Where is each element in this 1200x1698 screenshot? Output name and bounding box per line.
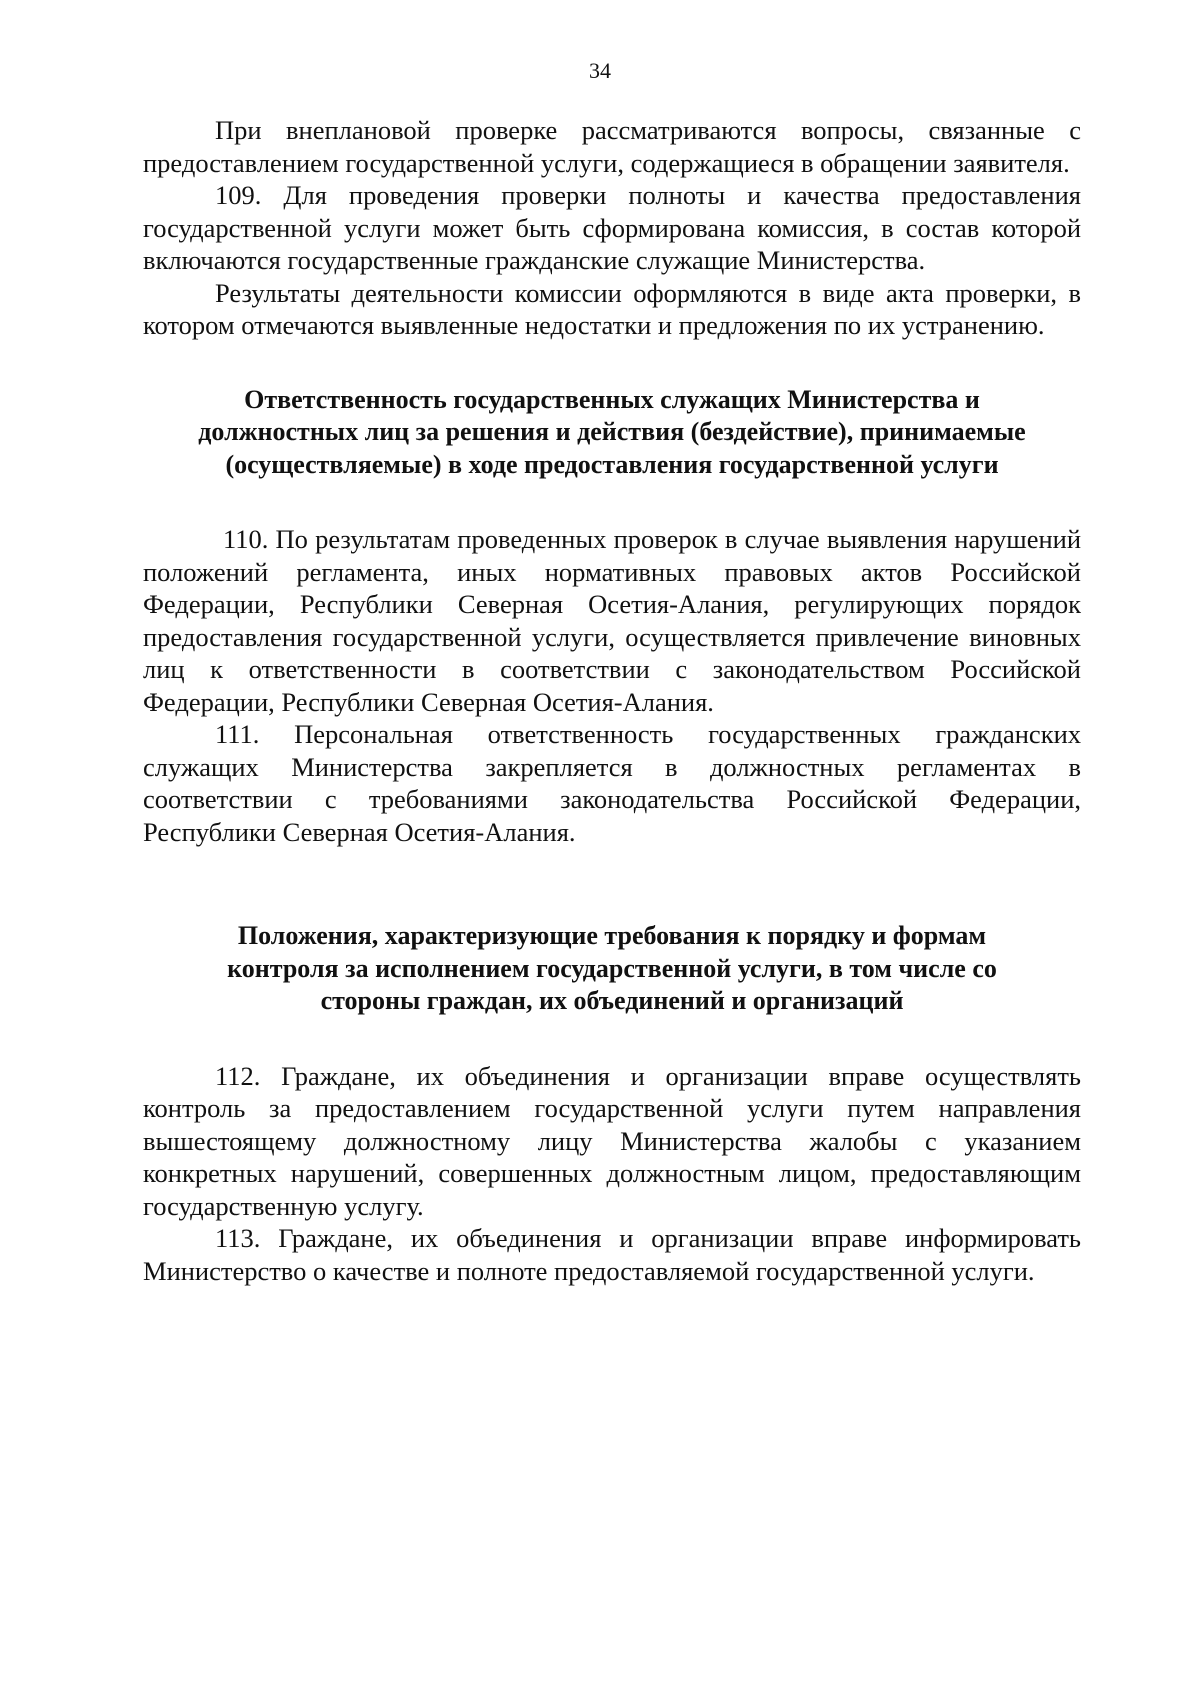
paragraph-110: 110. По результатам проведенных проверок в случае выявления нарушений положений регламента, иных нормативных правовых актов Российской Федерации, Республики Северная Осетия-Алания, регулирующих порядок предоставления государственной услуги, осуществляется привлечение виновных лиц к ответственности в соответствии с законодательством Российской Федерации, Республики Северная Осетия-Алания. [143, 524, 1081, 717]
heading-line: контроля за исполнением государственной услуги, в том числе со [227, 953, 997, 983]
section-heading-responsibility [143, 384, 1081, 482]
paragraph-commission-results: Результаты деятельности комиссии оформляются в виде акта проверки, в котором отмечаются выявленные недостатки и предложения по их устранению. [143, 277, 1081, 340]
heading-line: стороны граждан, их объединений и организаций [320, 986, 904, 1015]
heading-line: (осуществляемые) в ходе предоставления государственной услуги [225, 449, 999, 479]
heading-line: Положения, характеризующие требования к порядку и формам [237, 921, 987, 950]
paragraph-111: 111. Персональная ответственность государственных гражданских служащих Министерства закрепляется в должностных регламентах в соответствии с требованиями законодательства Российской Федерации, Республики Северная Осетия-Алания. [143, 719, 1081, 847]
paragraph-113: 113. Граждане, их объединения и организации вправе информировать Министерство о качестве и полноте предоставляемой государственной услуги. [143, 1223, 1081, 1286]
document-body [143, 114, 1081, 1287]
paragraph-109: 109. Для проведения проверки полноты и качества предоставления государственной услуги может быть сформирована комиссия, в состав которой включаются государственные гражданские служащие Министерства. [143, 180, 1081, 275]
page-number: 34 [589, 58, 611, 83]
section-heading-control [143, 920, 1081, 1018]
heading-line: должностных лиц за решения и действия (бездействие), принимаемые [198, 417, 1026, 446]
heading-line: Ответственность государственных служащих Министерства и [244, 384, 980, 414]
paragraph-112: 112. Граждане, их объединения и организации вправе осуществлять контроль за предоставлением государственной услуги путем направления вышестоящему должностному лицу Министерства жалобы с указанием конкретных нарушений, совершенных должностным лицом, предоставляющим государственную услугу. [143, 1060, 1081, 1221]
paragraph-unscheduled-inspection: При внеплановой проверке рассматриваются вопросы, связанные с предоставлением государственной услуги, содержащиеся в обращении заявителя. [143, 115, 1081, 178]
